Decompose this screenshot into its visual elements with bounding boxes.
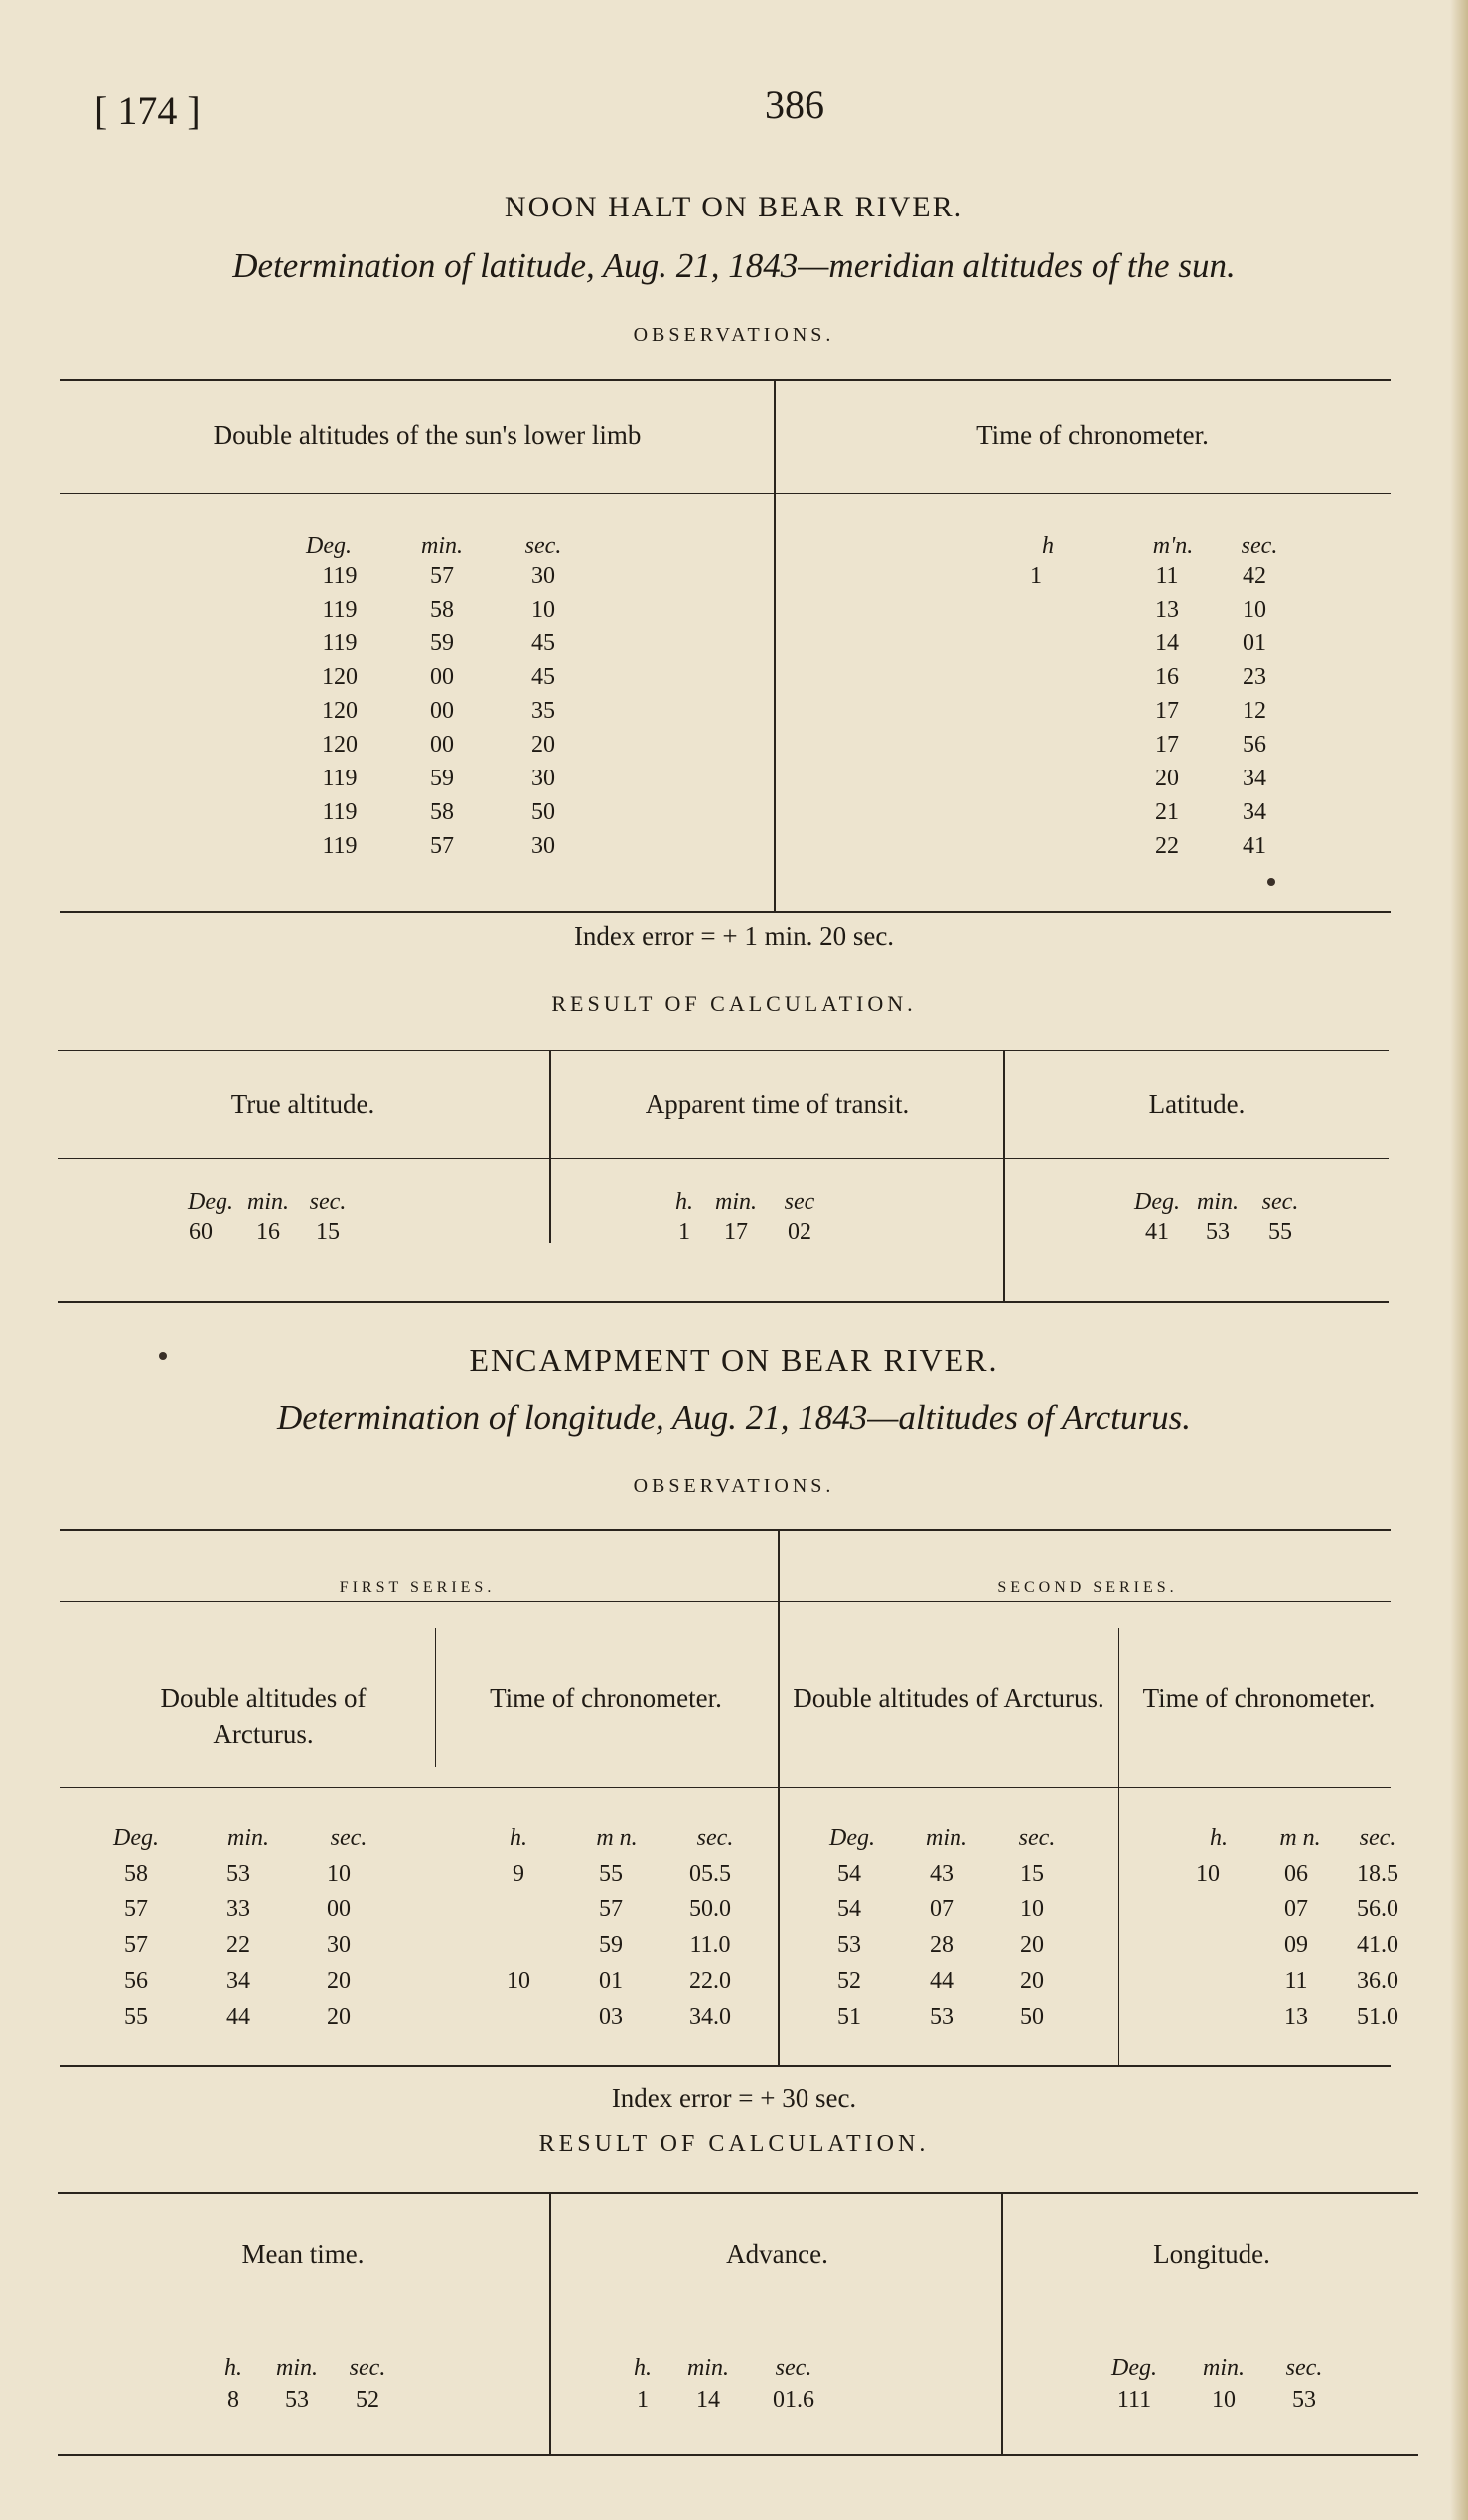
table-cell: 18.5 bbox=[1357, 1861, 1398, 1887]
table-cell: 10 bbox=[327, 1861, 351, 1887]
table-cell: 1 bbox=[678, 1219, 690, 1245]
table-cell: 12 bbox=[1243, 698, 1266, 724]
table-cell: 00 bbox=[430, 732, 454, 758]
unit-label: h. bbox=[510, 1825, 527, 1851]
table-cell: 09 bbox=[1284, 1932, 1308, 1958]
table-row bbox=[0, 664, 1468, 696]
column-divider bbox=[435, 1628, 436, 1767]
column-header: Double altitudes of Arcturus. bbox=[160, 1683, 367, 1749]
table-row bbox=[0, 630, 1468, 662]
table-cell: 51.0 bbox=[1357, 2004, 1398, 2030]
table-cell: 120 bbox=[322, 698, 358, 724]
unit-label: m n. bbox=[1279, 1825, 1321, 1851]
table-cell: 53 bbox=[837, 1932, 861, 1958]
table-cell: 06 bbox=[1284, 1861, 1308, 1887]
table-cell: 17 bbox=[724, 1219, 748, 1245]
table-cell: 07 bbox=[930, 1896, 954, 1922]
table-cell: 57 bbox=[430, 563, 454, 589]
table-cell: 55 bbox=[124, 2004, 148, 2030]
unit-label: min. bbox=[1197, 1190, 1239, 1215]
column-header: Apparent time of transit. bbox=[645, 1089, 910, 1119]
table-rule bbox=[58, 2454, 1418, 2456]
table-cell: 16 bbox=[1155, 664, 1179, 690]
table-cell: 00 bbox=[430, 698, 454, 724]
table-cell: 119 bbox=[322, 799, 358, 825]
unit-label: sec. bbox=[1241, 533, 1278, 559]
table-cell: 58 bbox=[430, 799, 454, 825]
table-row bbox=[0, 597, 1468, 629]
table-cell: 50 bbox=[1020, 2004, 1044, 2030]
section1-index-error: Index error = + 1 min. 20 sec. bbox=[573, 921, 895, 951]
column-divider bbox=[1003, 1050, 1005, 1301]
table-cell: 53 bbox=[1206, 1219, 1230, 1245]
table-cell: 02 bbox=[788, 1219, 811, 1245]
table-cell: 01 bbox=[599, 1968, 623, 1994]
unit-label: h bbox=[1042, 533, 1054, 559]
table-cell: 59 bbox=[599, 1932, 623, 1958]
unit-label: sec. bbox=[349, 2355, 386, 2381]
series-label: FIRST SERIES. bbox=[339, 1579, 496, 1596]
unit-label: sec. bbox=[524, 533, 562, 559]
table-cell: 53 bbox=[930, 2004, 954, 2030]
table-cell: 45 bbox=[531, 630, 555, 656]
unit-label: Deg. bbox=[188, 1190, 233, 1215]
column-header: Latitude. bbox=[1148, 1089, 1246, 1119]
table-rule bbox=[60, 1601, 1391, 1602]
table-cell: 43 bbox=[930, 1861, 954, 1887]
table-cell: 111 bbox=[1116, 2387, 1152, 2413]
table-cell: 20 bbox=[1020, 1968, 1044, 1994]
table-cell: 14 bbox=[696, 2387, 720, 2413]
table-cell: 10 bbox=[1196, 1861, 1220, 1887]
table-cell: 30 bbox=[531, 766, 555, 791]
column-header: Advance. bbox=[726, 2239, 828, 2269]
table-cell: 1 bbox=[637, 2387, 649, 2413]
table-rule bbox=[58, 1158, 1389, 1159]
table-cell: 13 bbox=[1155, 597, 1179, 623]
table-cell: 41 bbox=[1145, 1219, 1169, 1245]
section1-result-label: RESULT OF CALCULATION. bbox=[551, 991, 917, 1016]
table-rule bbox=[60, 911, 1391, 913]
table-cell: 60 bbox=[189, 1219, 213, 1245]
unit-label: h. bbox=[675, 1190, 693, 1215]
table-cell: 51 bbox=[837, 2004, 861, 2030]
table-row bbox=[0, 2004, 1468, 2035]
table-rule bbox=[60, 1529, 1391, 1531]
table-cell: 20 bbox=[1155, 766, 1179, 791]
table-cell: 30 bbox=[327, 1932, 351, 1958]
table-cell: 41 bbox=[1243, 833, 1266, 859]
table-row bbox=[0, 698, 1468, 730]
table-cell: 119 bbox=[322, 563, 358, 589]
table-cell: 03 bbox=[599, 2004, 623, 2030]
table-cell: 56 bbox=[1243, 732, 1266, 758]
unit-label: Deg. bbox=[1134, 1190, 1180, 1215]
table-cell: 34 bbox=[1243, 799, 1266, 825]
table-cell: 59 bbox=[430, 630, 454, 656]
unit-label: sec. bbox=[1018, 1825, 1056, 1851]
units-row bbox=[0, 533, 1468, 565]
table-row bbox=[0, 2387, 1468, 2419]
unit-label: sec. bbox=[330, 1825, 367, 1851]
table-row bbox=[0, 1968, 1468, 2000]
table-cell: 10 bbox=[507, 1968, 530, 1994]
section2-index-error: Index error = + 30 sec. bbox=[611, 2083, 857, 2113]
table-cell: 00 bbox=[327, 1896, 351, 1922]
table-cell: 45 bbox=[531, 664, 555, 690]
section1-observations-label: OBSERVATIONS. bbox=[633, 324, 835, 346]
table-cell: 119 bbox=[322, 766, 358, 791]
unit-label: min. bbox=[715, 1190, 757, 1215]
table-cell: 07 bbox=[1284, 1896, 1308, 1922]
table-cell: 53 bbox=[285, 2387, 309, 2413]
page-edge-shadow bbox=[1450, 0, 1468, 2520]
table-cell: 57 bbox=[430, 833, 454, 859]
table-cell: 13 bbox=[1284, 2004, 1308, 2030]
table-cell: 30 bbox=[531, 833, 555, 859]
column-header: True altitude. bbox=[230, 1089, 375, 1119]
table-cell: 56 bbox=[124, 1968, 148, 1994]
table-cell: 57 bbox=[124, 1932, 148, 1958]
column-header: Time of chronometer. bbox=[490, 1683, 722, 1713]
table-cell: 22 bbox=[1155, 833, 1179, 859]
table-cell: 54 bbox=[837, 1896, 861, 1922]
table-cell: 28 bbox=[930, 1932, 954, 1958]
units-row bbox=[0, 1190, 1468, 1221]
unit-label: sec bbox=[784, 1190, 815, 1215]
table-cell: 119 bbox=[322, 833, 358, 859]
table-cell: 11 bbox=[1155, 563, 1179, 589]
table-row bbox=[0, 1219, 1468, 1251]
unit-label: sec. bbox=[775, 2355, 812, 2381]
table-cell: 52 bbox=[837, 1968, 861, 1994]
table-cell: 50.0 bbox=[689, 1896, 731, 1922]
section2-result-label: RESULT OF CALCULATION. bbox=[538, 2131, 930, 2157]
table-cell: 17 bbox=[1155, 732, 1179, 758]
unit-label: Deg. bbox=[829, 1825, 875, 1851]
unit-label: min. bbox=[1203, 2355, 1245, 2381]
units-row bbox=[0, 1825, 1468, 1857]
table-rule bbox=[58, 1050, 1389, 1051]
table-cell: 55 bbox=[599, 1861, 623, 1887]
table-cell: 53 bbox=[1292, 2387, 1316, 2413]
table-cell: 119 bbox=[322, 597, 358, 623]
table-cell: 55 bbox=[1268, 1219, 1292, 1245]
table-cell: 41.0 bbox=[1357, 1932, 1398, 1958]
table-row bbox=[0, 833, 1468, 865]
table-cell: 01 bbox=[1243, 630, 1266, 656]
column-header: Double altitudes of Arcturus. bbox=[793, 1683, 1104, 1713]
table-cell: 8 bbox=[227, 2387, 239, 2413]
unit-label: h. bbox=[1210, 1825, 1228, 1851]
unit-label: min. bbox=[227, 1825, 269, 1851]
table-cell: 15 bbox=[316, 1219, 340, 1245]
table-row bbox=[0, 799, 1468, 831]
table-rule bbox=[60, 2065, 1391, 2067]
table-cell: 20 bbox=[327, 1968, 351, 1994]
ink-speck bbox=[1267, 878, 1275, 886]
table-cell: 21 bbox=[1155, 799, 1179, 825]
section1-subtitle: Determination of latitude, Aug. 21, 1843—meridian altitudes of the sun. bbox=[232, 246, 1236, 285]
unit-label: sec. bbox=[1285, 2355, 1323, 2381]
table-cell: 120 bbox=[322, 664, 358, 690]
unit-label: min. bbox=[926, 1825, 967, 1851]
unit-label: Deg. bbox=[1111, 2355, 1157, 2381]
section2-observations-label: OBSERVATIONS. bbox=[633, 1475, 835, 1497]
unit-label: sec. bbox=[309, 1190, 347, 1215]
unit-label: m'n. bbox=[1152, 533, 1194, 559]
table-cell: 58 bbox=[430, 597, 454, 623]
unit-label: Deg. bbox=[113, 1825, 159, 1851]
table-cell: 58 bbox=[124, 1861, 148, 1887]
table-cell: 33 bbox=[226, 1896, 250, 1922]
table-cell: 20 bbox=[531, 732, 555, 758]
unit-label: sec. bbox=[1359, 1825, 1396, 1851]
table-cell: 9 bbox=[513, 1861, 524, 1887]
table-cell: 10 bbox=[1020, 1896, 1044, 1922]
table-cell: 52 bbox=[356, 2387, 379, 2413]
table-cell: 01.6 bbox=[773, 2387, 814, 2413]
table-cell: 30 bbox=[531, 563, 555, 589]
unit-label: sec. bbox=[696, 1825, 734, 1851]
table-cell: 34 bbox=[226, 1968, 250, 1994]
unit-label: h. bbox=[634, 2355, 652, 2381]
table-cell: 56.0 bbox=[1357, 1896, 1398, 1922]
table-row bbox=[0, 1932, 1468, 1964]
table-cell: 59 bbox=[430, 766, 454, 791]
table-cell: 50 bbox=[531, 799, 555, 825]
table-cell: 20 bbox=[1020, 1932, 1044, 1958]
table-row bbox=[0, 766, 1468, 797]
column-header: Double altitudes of the sun's lower limb bbox=[213, 420, 642, 450]
unit-label: min. bbox=[247, 1190, 289, 1215]
table-cell: 22 bbox=[226, 1932, 250, 1958]
page-number: 386 bbox=[765, 82, 824, 127]
table-cell: 20 bbox=[327, 2004, 351, 2030]
units-row bbox=[0, 2355, 1468, 2387]
unit-label: min. bbox=[421, 533, 463, 559]
table-cell: 120 bbox=[322, 732, 358, 758]
table-rule bbox=[60, 1787, 1391, 1788]
series-label: SECOND SERIES. bbox=[997, 1579, 1178, 1596]
unit-label: m n. bbox=[596, 1825, 638, 1851]
table-cell: 54 bbox=[837, 1861, 861, 1887]
table-row bbox=[0, 1896, 1468, 1928]
bracket-page-number: [ 174 ] bbox=[94, 88, 201, 133]
table-row bbox=[0, 732, 1468, 764]
table-cell: 36.0 bbox=[1357, 1968, 1398, 1994]
table-cell: 11.0 bbox=[689, 1932, 731, 1958]
unit-label: h. bbox=[224, 2355, 242, 2381]
section2-subtitle: Determination of longitude, Aug. 21, 1843—altitudes of Arcturus. bbox=[276, 1398, 1192, 1437]
unit-label: sec. bbox=[1261, 1190, 1299, 1215]
section1-title: NOON HALT ON BEAR RIVER. bbox=[504, 191, 964, 223]
table-cell: 34.0 bbox=[689, 2004, 731, 2030]
column-header: Mean time. bbox=[241, 2239, 365, 2269]
table-cell: 10 bbox=[531, 597, 555, 623]
table-row bbox=[0, 1861, 1468, 1892]
table-cell: 57 bbox=[124, 1896, 148, 1922]
table-cell: 14 bbox=[1155, 630, 1179, 656]
table-cell: 11 bbox=[1284, 1968, 1308, 1994]
table-cell: 53 bbox=[226, 1861, 250, 1887]
table-row bbox=[0, 563, 1468, 595]
table-cell: 05.5 bbox=[689, 1861, 731, 1887]
unit-label: min. bbox=[687, 2355, 729, 2381]
table-cell: 34 bbox=[1243, 766, 1266, 791]
column-header: Time of chronometer. bbox=[976, 420, 1209, 450]
column-header: Time of chronometer. bbox=[1142, 1683, 1376, 1713]
table-cell: 10 bbox=[1243, 597, 1266, 623]
table-cell: 44 bbox=[226, 2004, 250, 2030]
section2-title: ENCAMPMENT ON BEAR RIVER. bbox=[469, 1342, 999, 1378]
table-cell: 42 bbox=[1243, 563, 1266, 589]
table-cell: 1 bbox=[1030, 563, 1042, 589]
unit-label: min. bbox=[276, 2355, 318, 2381]
column-header: Longitude. bbox=[1153, 2239, 1270, 2269]
table-rule bbox=[60, 493, 1391, 494]
table-cell: 15 bbox=[1020, 1861, 1044, 1887]
table-rule bbox=[58, 1301, 1389, 1303]
table-cell: 44 bbox=[930, 1968, 954, 1994]
table-cell: 23 bbox=[1243, 664, 1266, 690]
table-cell: 16 bbox=[256, 1219, 280, 1245]
table-cell: 119 bbox=[322, 630, 358, 656]
table-cell: 35 bbox=[531, 698, 555, 724]
table-cell: 17 bbox=[1155, 698, 1179, 724]
unit-label: Deg. bbox=[306, 533, 352, 559]
table-cell: 57 bbox=[599, 1896, 623, 1922]
table-cell: 22.0 bbox=[689, 1968, 731, 1994]
table-rule bbox=[58, 2192, 1418, 2194]
table-cell: 10 bbox=[1212, 2387, 1236, 2413]
table-rule bbox=[60, 379, 1391, 381]
table-cell: 00 bbox=[430, 664, 454, 690]
